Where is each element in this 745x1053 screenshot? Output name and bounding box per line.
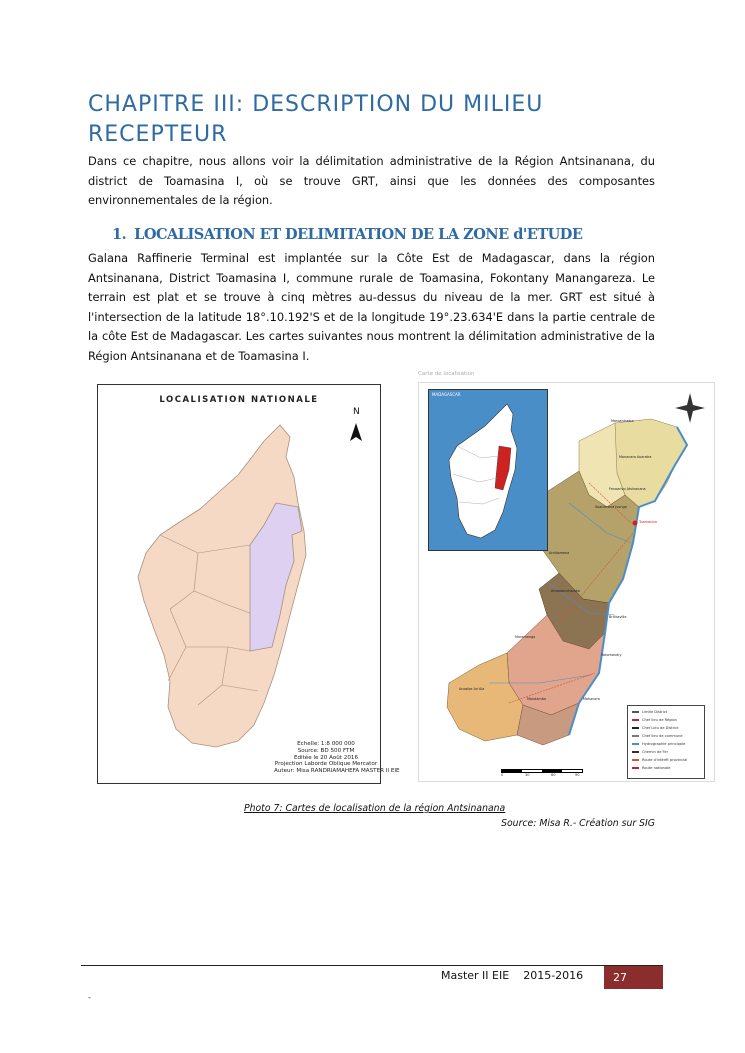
chapter-title-line1: CHAPITRE III: DESCRIPTION DU MILIEU: [88, 92, 544, 117]
scale-tick: 30: [525, 773, 530, 777]
legend-item: [632, 726, 679, 730]
place-label: Andilamena: [549, 551, 570, 555]
scale-bar: [501, 769, 583, 773]
scale-tick: 90: [575, 773, 580, 777]
place-label: Mahanoro: [583, 697, 600, 701]
legend-item: [632, 758, 687, 762]
chapter-title-line2: RECEPTEUR: [88, 122, 228, 147]
page-number: 27: [604, 966, 663, 989]
map-info-line: Editée le 20 Août 2016: [293, 754, 359, 761]
north-arrow-icon: [350, 423, 362, 441]
north-label: N: [353, 407, 360, 417]
legend-item: [632, 766, 670, 770]
madagascar-inset-map: [428, 389, 548, 551]
legend-label: Chef Lieu de District: [642, 726, 679, 730]
map-info-line: Projection Laborde Oblique Mercator: [274, 761, 378, 768]
legend-swatch: [632, 751, 639, 753]
toamasina-marker: [633, 521, 638, 526]
inset-graphic: [429, 390, 547, 550]
footer-course: Master II EIE: [441, 969, 510, 982]
legend-label: Chef lieu de Région: [642, 718, 677, 722]
place-label: Mananara Avaratra: [619, 455, 652, 459]
place-label: Toamasina: [639, 520, 657, 524]
map-left-title: LOCALISATION NATIONALE: [159, 395, 319, 405]
legend-label: Hydrographie principale: [642, 742, 686, 746]
figure-source: Source: Misa R.- Création sur SIG: [501, 818, 655, 829]
map-right-caption: Carte de localisation: [418, 371, 475, 377]
legend-swatch: [632, 719, 639, 721]
legend-label: Chef lieu de commune: [642, 734, 683, 738]
legend-item: [632, 734, 683, 738]
legend-swatch: [632, 727, 639, 729]
regional-location-map: [418, 382, 715, 782]
scale-tick: 0: [501, 773, 504, 777]
legend-label: Route nationale: [642, 766, 671, 770]
footer-text: [441, 969, 583, 982]
section-number: 1.: [112, 226, 127, 243]
map-left-info: [274, 741, 400, 775]
map-info-line: Auteur: Misa RANDRIAMAHEFA MASTER II EIE: [274, 768, 400, 775]
map-legend: [627, 705, 705, 779]
national-location-map: [97, 384, 400, 784]
legend-swatch: [632, 743, 639, 745]
place-label: Anosibe An'Ala: [459, 687, 485, 691]
legend-swatch: [632, 711, 639, 713]
footer-years: 2015-2016: [523, 969, 584, 982]
figure-caption: Photo 7: Cartes de localisation de la région Antsinanana: [244, 803, 506, 814]
legend-swatch: [632, 735, 639, 737]
compass-rose-icon: [675, 393, 705, 423]
section-heading: [112, 226, 582, 243]
legend-item: [632, 710, 667, 714]
place-label: Vatomandry: [601, 653, 622, 657]
intro-paragraph: Dans ce chapitre, nous allons voir la délimitation administrative de la Région Antsinanana, du district de Toamasina I, où se trouve GRT, ainsi que les données des composantes environnementales de la région.: [88, 154, 655, 207]
legend-label: Limite District: [642, 710, 668, 714]
place-label: Brickaville: [609, 615, 627, 619]
legend-item: [632, 718, 677, 722]
place-label: Moramanga: [515, 635, 536, 639]
legend-item: [632, 750, 668, 754]
place-label: Ambatondrazaka: [551, 589, 580, 593]
place-label: Soanierana Ivongo: [595, 505, 627, 509]
inset-label: MADAGASCAR: [432, 392, 461, 397]
legend-label: Chemin de Fer: [642, 750, 669, 754]
place-label: Marolambo: [527, 697, 546, 701]
place-label: Fenoarivo Atsinanana: [609, 487, 646, 491]
section-body: Galana Raffinerie Terminal est implantée sur la Côte Est de Madagascar, dans la région Antsinanana, District Toamasina I, commune rurale de Toamasina, Fokontany Manangareza. Le terrain est plat et se trouve à cinq mètres au-dessus du niveau de la mer. GRT est situé à l'intersection de la latitude 18°.10.192'S et de la longitude 19°.23.634'E dans la partie centrale de la côte Est de Madagascar. Les cartes suivantes nous montrent la délimitation administrative de la Région Antsinanana et de Toamasina I.: [88, 251, 655, 363]
madagascar-map-graphic: [98, 385, 400, 783]
legend-swatch: [632, 759, 639, 761]
legend-swatch: [632, 767, 639, 769]
place-label: Maroantsetra: [611, 419, 634, 423]
map-scale-bar: [501, 769, 581, 779]
map-info-line: Source: BD 500 FTM: [297, 747, 355, 754]
footer-divider: [81, 965, 663, 966]
legend-item: [632, 742, 685, 746]
footer-mark: -: [88, 993, 91, 1002]
map-info-line: Echelle: 1:8 000 000: [297, 741, 355, 747]
scale-tick: 60: [551, 773, 556, 777]
legend-label: Route d'intérêt provincial: [642, 758, 688, 762]
section-title: LOCALISATION ET DELIMITATION DE LA ZONE d'ETUDE: [134, 226, 583, 243]
chapter-title: [88, 90, 668, 150]
